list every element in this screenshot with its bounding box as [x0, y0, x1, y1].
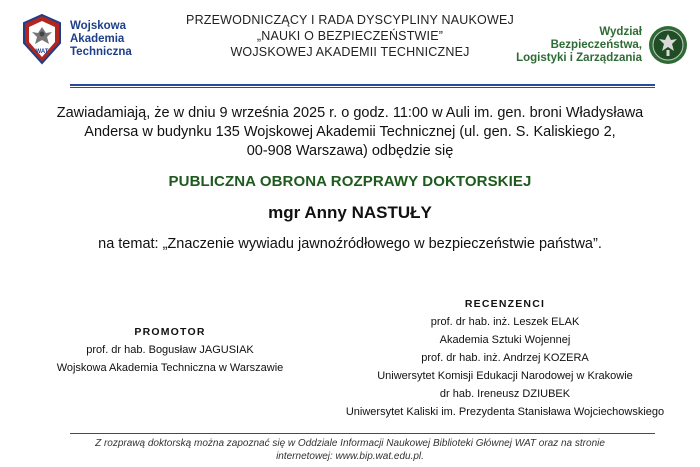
wat-logo-line1: Wojskowa — [70, 19, 127, 32]
reviewer-name: prof. dr hab. inż. Andrzej KOZERA — [421, 352, 589, 364]
header-line2: „NAUKI O BEZPIECZEŃSTWIE” — [256, 29, 444, 43]
dissertation-topic: na temat: „Znaczenie wywiadu jawnoźródłowego w bezpieczeństwie państwa”. — [98, 236, 602, 252]
wat-logo-text — [70, 20, 132, 59]
promotor-heading: PROMOTOR — [134, 326, 206, 338]
faculty-emblem-icon — [648, 25, 688, 65]
promotor-name: prof. dr hab. Bogusław JAGUSIAK — [86, 344, 254, 356]
header-line1: PRZEWODNICZĄCY I RADA DYSCYPLINY NAUKOWEJ — [186, 13, 514, 27]
svg-text:WAT: WAT — [35, 49, 49, 55]
announcement-line2: Andersa w budynku 135 Wojskowej Akademii Technicznej (ul. gen. S. Kaliskiego 2, — [84, 124, 616, 140]
reviewers-heading: RECENZENCI — [464, 298, 546, 310]
faculty-logo-line3: Logistyki i Zarządzania — [516, 51, 642, 64]
faculty-logo-line1: Wydział — [599, 25, 642, 38]
header-title — [150, 12, 550, 60]
candidate-name: mgr Anny NASTUŁY — [268, 203, 432, 222]
faculty-logo — [500, 20, 688, 70]
announcement-line3: 00-908 Warszawa) odbędzie się — [246, 143, 454, 159]
wat-eagle-emblem-icon — [20, 13, 64, 65]
reviewers-section — [330, 295, 680, 421]
event-title: PUBLICZNA OBRONA ROZPRAWY DOKTORSKIEJ — [168, 173, 532, 190]
top-divider — [70, 84, 655, 88]
wat-logo — [20, 12, 150, 66]
reviewer-name: prof. dr hab. inż. Leszek ELAK — [430, 316, 580, 328]
bottom-divider — [70, 433, 655, 434]
reviewer-affiliation: Uniwersytet Komisji Edukacji Narodowej w Krakowie — [377, 370, 633, 382]
promotor-section — [20, 323, 320, 377]
footer-line2: internetowej: www.bip.wat.edu.pl. — [276, 450, 424, 462]
announcement-line1: Zawiadamiają, że w dniu 9 września 2025 r. o godz. 11:00 w Auli im. gen. broni Władysława — [56, 105, 644, 121]
reviewer-affiliation: Akademia Sztuki Wojennej — [439, 334, 571, 346]
reviewer-name: dr hab. Ireneusz DZIUBEK — [439, 388, 571, 400]
footer-note — [60, 438, 640, 463]
faculty-logo-text — [516, 26, 642, 65]
promotor-affiliation: Wojskowa Akademia Techniczna w Warszawie — [56, 362, 284, 374]
footer-line1: Z rozprawą doktorską można zapoznać się w Oddziale Informacji Naukowej Biblioteki Głównej WAT oraz na stronie — [95, 438, 605, 449]
header-line3: WOJSKOWEJ AKADEMII TECHNICZNEJ — [230, 45, 470, 59]
announcement — [30, 104, 670, 161]
faculty-logo-line2: Bezpieczeństwa, — [550, 38, 642, 51]
wat-logo-line3: Techniczna — [70, 45, 132, 58]
wat-logo-line2: Akademia — [70, 32, 125, 45]
reviewer-affiliation: Uniwersytet Kaliski im. Prezydenta Stanisława Wojciechowskiego — [345, 406, 665, 418]
